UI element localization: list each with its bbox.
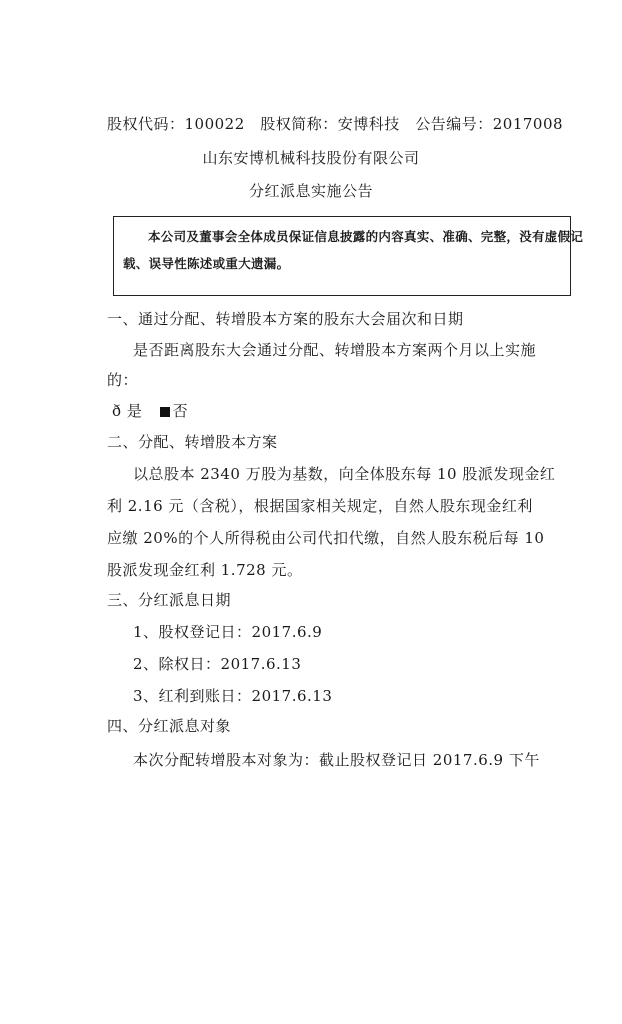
section-4-heading: 四、分红派息对象 [107,717,232,735]
section-1-body-line-1: 是否距离股东大会通过分配、转增股本方案两个月以上实施 [133,341,537,359]
no-option-label: 否 [172,402,189,420]
section-4-paragraph-line-1: 本次分配转增股本对象为：截止股权登记日 2017.6.9 下午 [133,751,540,769]
section-2-heading: 二、分配、转增股本方案 [107,433,278,451]
page-title: 分红派息实施公告 [248,182,373,200]
section-1-heading: 一、通过分配、转增股本方案的股东大会届次和日期 [107,310,464,328]
record-date-item: 1、股权登记日：2017.6.9 [133,623,323,641]
yes-checkbox-glyph: ð [112,402,122,420]
section-3-heading: 三、分红派息日期 [107,591,232,609]
yes-option-label: 是 [126,402,143,420]
section-2-paragraph-line-1: 以总股本 2340 万股为基数，向全体股东每 10 股派发现金红 [133,465,556,483]
section-1-body-line-2: 的： [107,371,139,389]
notice-line-1: 本公司及董事会全体成员保证信息披露的内容真实、准确、完整，没有虚假记 [148,229,584,244]
ex-rights-date-item: 2、除权日：2017.6.13 [133,655,302,673]
notice-line-2: 载、误导性陈述或重大遗漏。 [123,256,290,271]
dividend-payment-date-item: 3、红利到账日：2017.6.13 [133,687,333,705]
code-line: 股权代码：100022 股权简称：安博科技 公告编号：2017008 [107,115,564,133]
answer-options [112,401,188,421]
no-checked-square-icon [160,407,170,417]
company-name: 山东安博机械科技股份有限公司 [202,149,420,167]
section-2-paragraph-line-3: 应缴 20%的个人所得税由公司代扣代缴，自然人股东税后每 10 [107,529,545,547]
section-2-paragraph-line-4: 股派发现金红利 1.728 元。 [107,561,303,579]
section-2-paragraph-line-2: 利 2.16 元（含税），根据国家相关规定，自然人股东现金红利 [107,497,533,515]
